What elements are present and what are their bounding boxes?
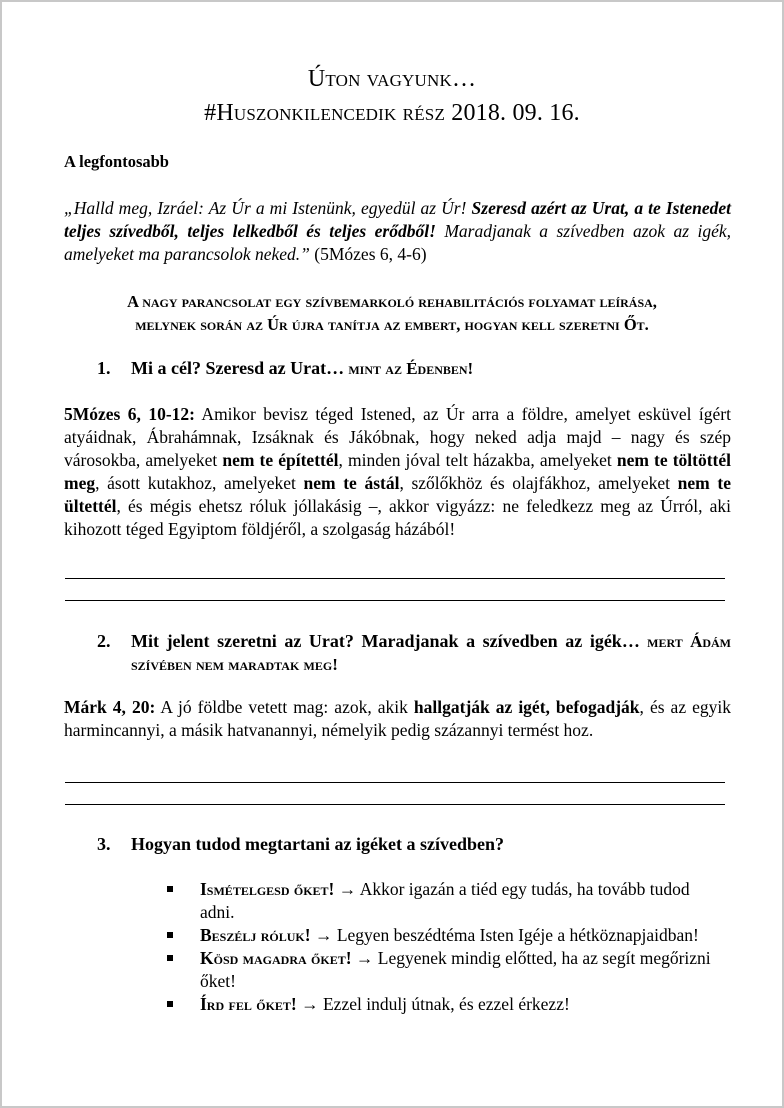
passage-reference: 5Mózes 6, 10-12: <box>64 404 195 424</box>
passage-text: A jó földbe vetett mag: azok, akik <box>155 697 414 717</box>
quote-reference: (5Mózes 6, 4-6) <box>309 244 427 264</box>
arrow-right-icon: → <box>296 994 323 1014</box>
point-heading-2 <box>2 630 782 678</box>
document-title: Úton vagyunk… <box>307 66 477 92</box>
center-heading <box>42 290 742 336</box>
square-bullet-icon <box>167 886 173 892</box>
passage-emphasis: nem te ültettél <box>64 473 731 516</box>
point-heading-1 <box>2 357 782 381</box>
square-bullet-icon <box>167 955 173 961</box>
point-title: Mit jelent szeretni az Urat? Maradjanak a szívedben az igék… <box>131 631 640 651</box>
point-number: 1. <box>97 358 111 378</box>
quote-text: „Halld meg, Izráel: Az Úr a mi Istenünk, egyedül az Úr! <box>64 198 472 218</box>
point-suffix: mint az Édenben! <box>344 359 474 378</box>
passage-emphasis: hallgatják az igét, befogadják <box>413 697 640 717</box>
square-bullet-icon <box>167 1001 173 1007</box>
document-subtitle: #Huszonkilencedik rész 2018. 09. 16. <box>204 100 580 126</box>
passage-text: , szőlőkhöz és olajfákhoz, amelyeket <box>399 473 678 493</box>
center-heading-line2: melynek során az Úr újra tanítja az embert, hogyan kell szeretni Őt. <box>135 315 649 334</box>
passage-emphasis: nem te építettél <box>222 450 339 470</box>
point-heading-3 <box>2 833 782 857</box>
arrow-right-icon: → <box>334 879 360 899</box>
passage-text: , minden jóval telt házakba, amelyeket <box>338 450 617 470</box>
square-bullet-icon <box>167 932 173 938</box>
passage-mark <box>64 696 731 742</box>
bullet-item <box>167 924 727 947</box>
writing-line[interactable] <box>65 600 725 601</box>
bullet-lead: Beszélj róluk! <box>200 925 311 945</box>
section-heading: A legfontosabb <box>64 152 169 171</box>
passage-text: Amikor bevisz téged Istened, az Úr arra a földre, amelyet esküvel ígért atyáidnak, Ábrahámnak, Izsáknak és Jákóbnak, hogy neked adja majd – nagy és szép városokba, amelyeket <box>64 404 731 470</box>
passage-emphasis: nem te töltöttél meg <box>64 450 732 493</box>
bullet-lead: Ismételgesd őket! <box>200 879 335 899</box>
bullet-text: Legyenek mindig előtted, ha az segít megőrizni őket! <box>200 948 711 991</box>
writing-line[interactable] <box>65 782 725 783</box>
bullet-item <box>167 947 727 993</box>
bullet-text: Akkor igazán a tiéd egy tudás, ha tovább tudod adni. <box>200 879 690 922</box>
writing-line[interactable] <box>65 804 725 805</box>
point-title: Mi a cél? Szeresd az Urat… <box>131 358 345 378</box>
passage-deut <box>64 403 731 541</box>
passage-text: , és az egyik harmincannyi, a másik hatvanannyi, némelyik pedig százannyi termést hoz. <box>64 697 731 740</box>
arrow-right-icon: → <box>310 925 337 945</box>
quote-text-cont: Maradjanak a szívedben azok az igék, amelyeket ma parancsolok neked.” <box>64 221 731 264</box>
point-title: Hogyan tudod megtartani az igéket a szívedben? <box>131 834 504 854</box>
bullet-list <box>167 878 727 1016</box>
point-number: 3. <box>97 834 111 854</box>
bullet-text: Legyen beszédtéma Isten Igéje a hétköznapjaidban! <box>336 925 699 945</box>
bullet-item <box>167 878 727 924</box>
bullet-lead: Kösd magadra őket! <box>200 948 352 968</box>
bullet-item <box>167 993 727 1016</box>
bible-quote <box>64 197 731 266</box>
bullet-text: Ezzel indulj útnak, és ezzel érkezz! <box>322 994 570 1014</box>
writing-line[interactable] <box>65 578 725 579</box>
bullet-lead: Írd fel őket! <box>200 994 297 1014</box>
point-number: 2. <box>97 631 111 651</box>
passage-emphasis: nem te ástál <box>303 473 400 493</box>
passage-reference: Márk 4, 20: <box>64 697 156 717</box>
passage-text: , és mégis ehetsz róluk jóllakásig –, akkor vigyázz: ne feledkezz meg az Úrról, aki kihozott téged Egyiptom földjéről, a szolgaság házából! <box>64 496 731 539</box>
quote-emphasis: Szeresd azért az Urat, a te Istenedet teljes szívedből, teljes lelkedből és teljes erődből! <box>64 198 732 241</box>
passage-text: , ásott kutakhoz, amelyeket <box>95 473 304 493</box>
point-suffix: mert Ádám szívében nem maradtak meg! <box>131 632 732 674</box>
center-heading-line1: A nagy parancsolat egy szívbemarkoló rehabilitációs folyamat leírása, <box>127 292 657 311</box>
arrow-right-icon: → <box>351 948 378 968</box>
